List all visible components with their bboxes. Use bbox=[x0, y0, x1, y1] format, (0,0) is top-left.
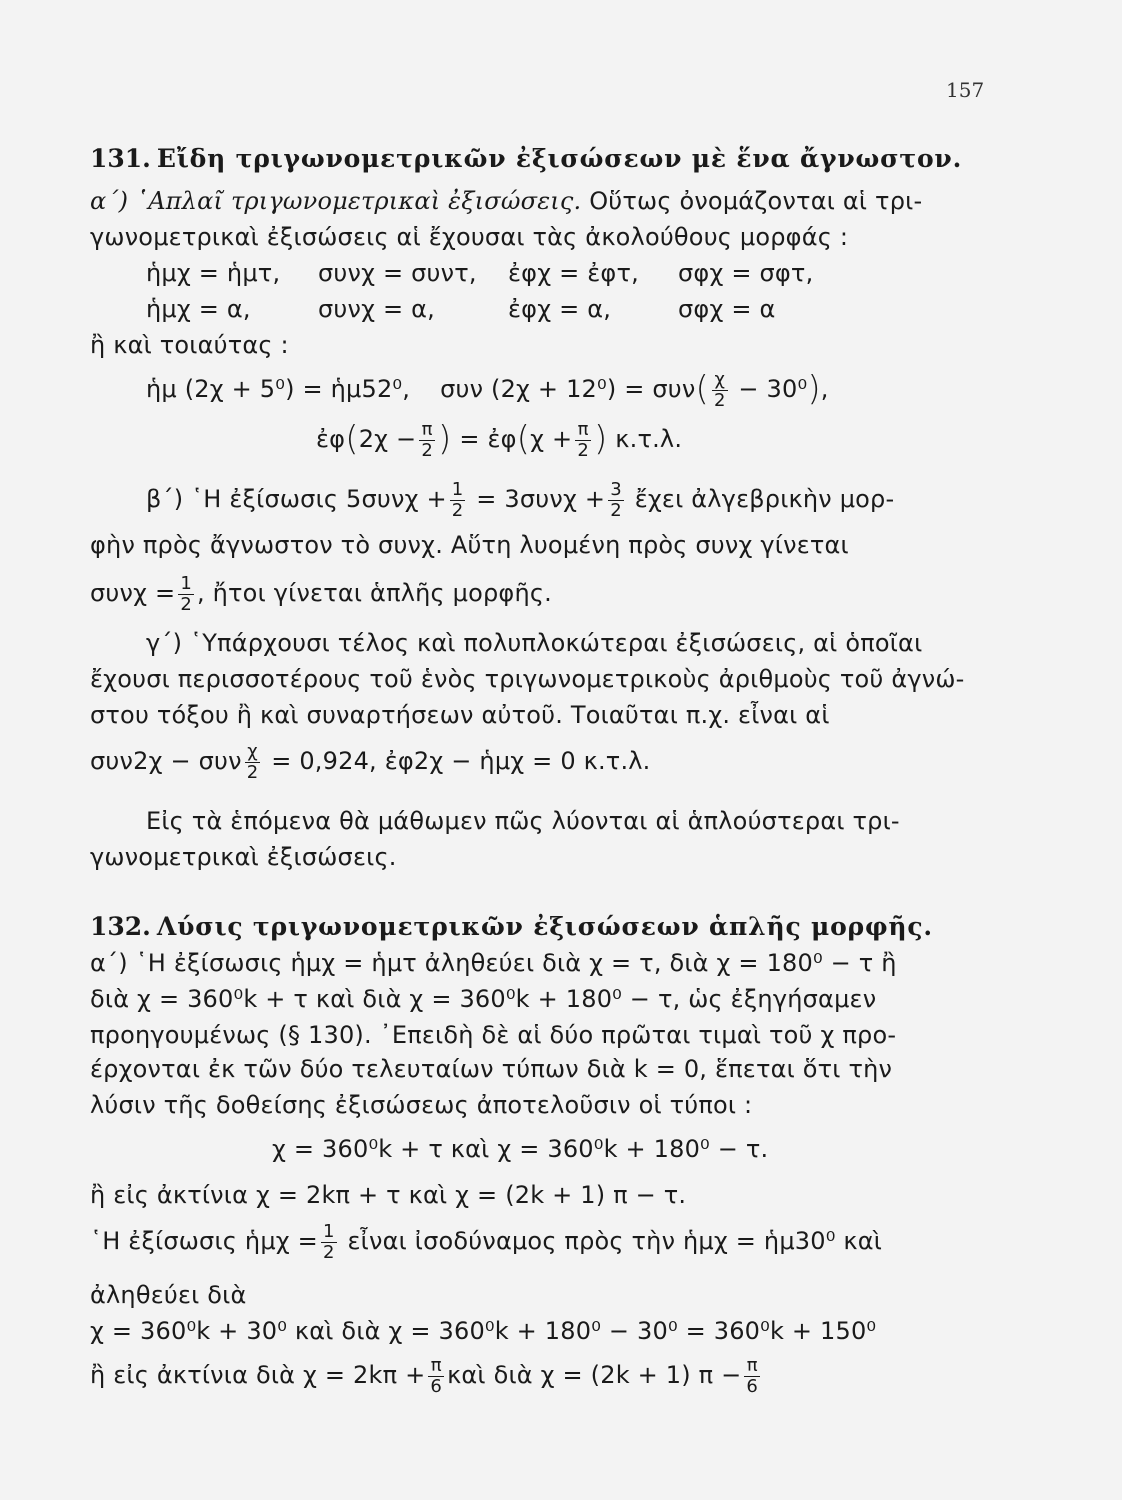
paragraph-line: ἢ καὶ τοιαύτας : bbox=[90, 331, 289, 359]
forms-row-2: ἡμχ = α, συνχ = α, ἐφχ = α, σφχ = α bbox=[146, 295, 776, 323]
equation-line: ἢ εἰς ἀκτίνια διὰ χ = 2kπ + $\frac{\pi}{6}$ καὶ διὰ χ = (2k + 1) π − $\frac{\pi}{6}$ bbox=[90, 1354, 759, 1397]
paragraph-line: Εἰς τὰ ἑπόμενα θὰ μάθωμεν πῶς λύονται αἱ ἁπλούστεραι τρι- bbox=[146, 807, 900, 835]
equation-line: ἡμ (2χ + 5⁰) = ἡμ52⁰, συν (2χ + 12⁰) = συν( $\frac{\chi}{2}$ − 30⁰), bbox=[146, 368, 829, 411]
fraction: $\frac{1}{2}$ bbox=[451, 478, 464, 521]
equation-line: ἐφ(2χ − $\frac{\pi}{2}$ ) = ἐφ(χ + $\frac{\pi}{2}$ ) κ.τ.λ. bbox=[316, 418, 683, 461]
equation-line: συν2χ − συν $\frac{\chi}{2}$ = 0,924, ἐφ2χ − ἡμχ = 0 κ.τ.λ. bbox=[90, 740, 651, 783]
paragraph-line: φὴν πρὸς ἄγνωστον τὸ συνχ. Αὕτη λυομένη πρὸς συνχ γίνεται bbox=[90, 531, 849, 559]
fraction: $\frac{\pi}{2}$ bbox=[421, 418, 434, 461]
paragraph-line: προηγουμένως (§ 130). ᾿Επειδὴ δὲ αἱ δύο πρῶται τιμαὶ τοῦ χ προ- bbox=[90, 1021, 897, 1049]
paragraph-line: ἢ εἰς ἀκτίνια χ = 2kπ + τ καὶ χ = (2k + 1) π − τ. bbox=[90, 1181, 687, 1209]
paragraph-line: ἔχουσι περισσοτέρους τοῦ ἑνὸς τριγωνομετρικοὺς ἀριθμοὺς τοῦ ἀγνώ- bbox=[90, 665, 965, 693]
paragraph-line: γ΄) ῾Υπάρχουσι τέλος καὶ πολυπλοκώτεραι ἐξισώσεις, αἱ ὁποῖαι bbox=[146, 629, 923, 657]
equation-line: χ = 360⁰k + 30⁰ καὶ διὰ χ = 360⁰k + 180⁰ − 30⁰ = 360⁰k + 150⁰ bbox=[90, 1317, 877, 1345]
subsection-label: α΄) ῾Απλαῖ τριγωνομετρικαὶ ἐξισώσεις. bbox=[90, 187, 582, 215]
fraction: $\frac{\pi}{2}$ bbox=[577, 418, 589, 461]
paragraph-line: ῾Η ἐξίσωσις ἡμχ = $\frac{1}{2}$ εἶναι ἰσοδύναμος πρὸς τὴν ἡμχ = ἡμ30⁰ καὶ bbox=[90, 1220, 883, 1263]
fraction: $\frac{\pi}{6}$ bbox=[430, 1354, 443, 1397]
paragraph-line: ἀληθεύει διὰ bbox=[90, 1281, 247, 1309]
section-title: Λύσις τριγωνομετρικῶν ἐξισώσεων ἁπλῆς μορφῆς. bbox=[156, 912, 933, 941]
paragraph-line: γωνομετρικαὶ ἐξισώσεις αἱ ἔχουσαι τὰς ἀκολούθους μορφάς : bbox=[90, 223, 849, 251]
fraction: $\frac{\chi}{2}$ bbox=[713, 368, 726, 411]
forms-row-1: ἡμχ = ἡμτ, συνχ = συντ, ἐφχ = ἐφτ, σφχ = σφτ, bbox=[146, 259, 814, 287]
paragraph-line: έρχονται ἐκ τῶν δύο τελευταίων τύπων διὰ k = 0, ἕπεται ὅτι τὴν bbox=[90, 1055, 893, 1083]
fraction: $\frac{3}{2}$ bbox=[610, 478, 622, 521]
paragraph-line: β΄) ῾Η ἐξίσωσις 5συνχ + $\frac{1}{2}$ = 3συνχ + $\frac{3}{2}$ ἔχει ἀλγεβρικὴν μορ- bbox=[146, 478, 895, 521]
fraction: $\frac{1}{2}$ bbox=[180, 572, 192, 615]
paragraph-line: στου τόξου ἢ καὶ συναρτήσεων αὐτοῦ. Τοιαῦται π.χ. εἶναι αἱ bbox=[90, 701, 830, 729]
section-131-heading bbox=[90, 144, 962, 174]
fraction: $\frac{1}{2}$ bbox=[323, 1220, 335, 1263]
section-number: 131. bbox=[90, 144, 151, 173]
page-number: 157 bbox=[946, 78, 985, 102]
fraction: $\frac{\pi}{6}$ bbox=[746, 1354, 759, 1397]
paragraph-line: α΄) ῾Απλαῖ τριγωνομετρικαὶ ἐξισώσεις. Οὕτως ὀνομάζονται αἱ τρι- bbox=[90, 187, 923, 215]
fraction: $\frac{\chi}{2}$ bbox=[246, 740, 259, 783]
paragraph-line: α΄) ῾Η ἐξίσωσις ἡμχ = ἡμτ ἀληθεύει διὰ χ = τ, διὰ χ = 180⁰ − τ ἢ bbox=[90, 949, 897, 977]
paragraph-line: συνχ = $\frac{1}{2}$ , ἤτοι γίνεται ἁπλῆς μορφῆς. bbox=[90, 572, 552, 615]
paragraph-line: γωνομετρικαὶ ἐξισώσεις. bbox=[90, 843, 397, 871]
section-title: Εἴδη τριγωνομετρικῶν ἐξισώσεων μὲ ἕνα ἄγνωστον. bbox=[156, 144, 963, 173]
paragraph-line: διὰ χ = 360⁰k + τ καὶ διὰ χ = 360⁰k + 180⁰ − τ, ὡς ἐξηγήσαμεν bbox=[90, 985, 877, 1013]
section-132-heading bbox=[90, 912, 933, 942]
section-number: 132. bbox=[90, 912, 151, 941]
equation-line: χ = 360⁰k + τ καὶ χ = 360⁰k + 180⁰ − τ. bbox=[272, 1135, 769, 1163]
paragraph-line: λύσιν τῆς δοθείσης ἐξισώσεως ἀποτελοῦσιν οἱ τύποι : bbox=[90, 1091, 753, 1119]
